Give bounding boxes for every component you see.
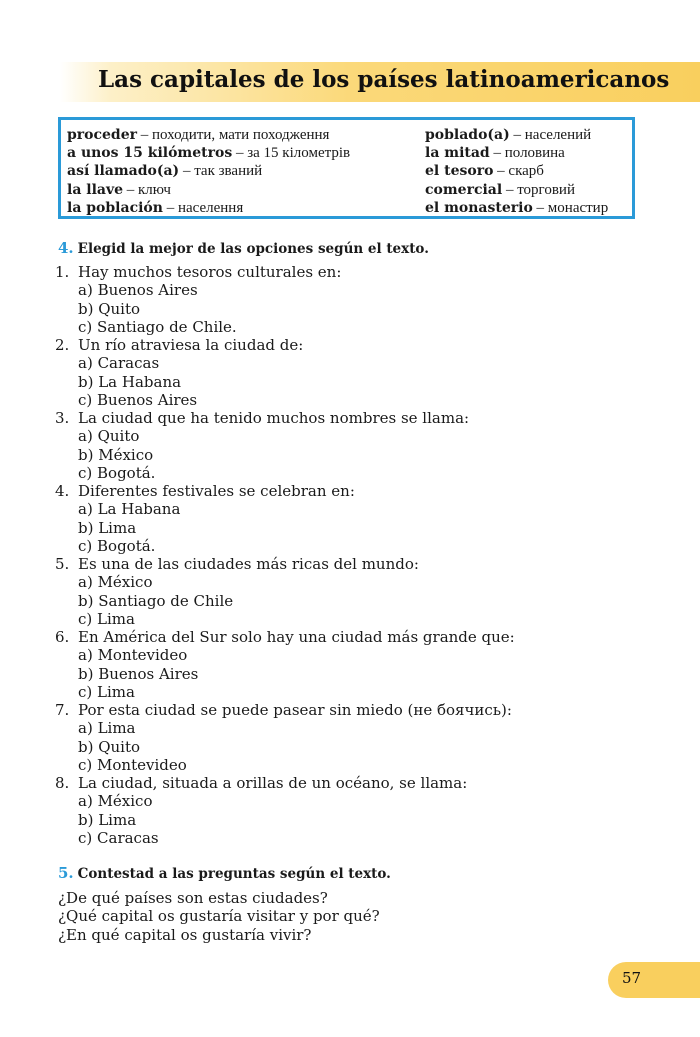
question-text: 4. Diferentes festivales se celebran en: bbox=[55, 482, 355, 500]
vocab-entry bbox=[67, 162, 350, 180]
question-item bbox=[55, 555, 615, 628]
question-text: 7. Por esta ciudad se puede pasear sin miedo (не боячись): bbox=[55, 701, 512, 719]
vocab-entry bbox=[67, 181, 350, 199]
answer-option: c) Santiago de Chile. bbox=[78, 317, 237, 336]
vocab-translation: – населення bbox=[162, 199, 244, 216]
vocab-translation: – так званий bbox=[179, 163, 263, 180]
question-item bbox=[55, 774, 615, 847]
question-item bbox=[55, 701, 615, 774]
vocab-entry bbox=[425, 126, 608, 144]
exercise-4-heading bbox=[58, 239, 429, 257]
answer-option: c) Caracas bbox=[78, 828, 159, 847]
answer-option: c) Lima bbox=[78, 609, 135, 628]
vocab-term: la llave bbox=[67, 181, 124, 198]
discussion-question: ¿De qué países son estas ciudades? bbox=[58, 889, 328, 907]
question-text: 5. Es una de las ciudades más ricas del mundo: bbox=[55, 555, 419, 573]
vocab-entry bbox=[425, 162, 608, 180]
vocab-translation: – монастир bbox=[532, 199, 609, 216]
answer-option: b) Lima bbox=[78, 810, 137, 829]
question-item bbox=[55, 336, 615, 409]
exercise-5-heading bbox=[58, 864, 391, 882]
answer-option: c) Lima bbox=[78, 682, 135, 701]
answer-option: a) México bbox=[78, 573, 153, 592]
vocab-entry bbox=[425, 199, 608, 217]
vocabulary-box bbox=[58, 117, 635, 219]
vocab-term: la mitad bbox=[425, 145, 490, 162]
answer-option: c) Bogotá. bbox=[78, 536, 156, 555]
question-item bbox=[55, 263, 615, 336]
vocab-term: el tesoro bbox=[425, 163, 494, 180]
answer-option: a) Quito bbox=[78, 427, 140, 446]
exercise-instruction: Elegid la mejor de las opciones según el texto. bbox=[77, 241, 429, 257]
vocab-term: comercial bbox=[425, 181, 503, 198]
vocab-term: poblado(a) bbox=[425, 127, 510, 143]
vocab-translation: – населений bbox=[509, 127, 592, 143]
answer-option: b) Lima bbox=[78, 518, 137, 537]
vocab-term: así llamado(a) bbox=[67, 163, 180, 180]
vocabulary-column-left bbox=[67, 126, 350, 217]
vocab-entry bbox=[67, 126, 350, 144]
question-text: 6. En América del Sur solo hay una ciudad más grande que: bbox=[55, 628, 515, 646]
question-item bbox=[55, 409, 615, 482]
answer-option: b) Quito bbox=[78, 737, 141, 756]
vocab-translation: – половина bbox=[489, 145, 565, 162]
vocab-translation: – ключ bbox=[123, 181, 171, 198]
answer-option: b) Buenos Aires bbox=[78, 664, 199, 683]
answer-option: a) Caracas bbox=[78, 354, 160, 373]
vocab-translation: – скарб bbox=[493, 163, 544, 180]
answer-option: c) Montevideo bbox=[78, 755, 187, 774]
exercise-number: 4. bbox=[58, 239, 74, 257]
answer-option: c) Bogotá. bbox=[78, 463, 156, 482]
vocab-translation: – походити, мати походження bbox=[137, 127, 330, 143]
vocab-entry bbox=[425, 144, 608, 162]
answer-option: a) Montevideo bbox=[78, 646, 188, 665]
vocabulary-column-right bbox=[425, 126, 608, 217]
vocab-term: a unos 15 kilómetros bbox=[67, 145, 233, 162]
vocab-translation: – за 15 кілометрів bbox=[232, 145, 351, 162]
discussion-question: ¿En qué capital os gustaría vivir? bbox=[58, 925, 312, 944]
question-text: 1. Hay muchos tesoros culturales en: bbox=[55, 263, 342, 281]
vocab-term: proceder bbox=[67, 127, 138, 143]
exercise-instruction: Contestad a las preguntas según el texto. bbox=[77, 866, 391, 882]
page-number: 57 bbox=[622, 969, 642, 987]
vocab-term: el monasterio bbox=[425, 199, 533, 216]
vocab-entry bbox=[67, 199, 350, 217]
vocab-translation: – торговий bbox=[502, 181, 575, 198]
exercise-5-questions bbox=[58, 889, 380, 944]
discussion-question: ¿Qué capital os gustaría visitar y por qué? bbox=[58, 907, 380, 926]
answer-option: b) México bbox=[78, 445, 154, 464]
answer-option: b) La Habana bbox=[78, 372, 182, 391]
question-text: 8. La ciudad, situada a orillas de un océano, se llama: bbox=[55, 774, 468, 792]
answer-option: a) Buenos Aires bbox=[78, 281, 198, 300]
question-item bbox=[55, 628, 615, 701]
answer-option: a) México bbox=[78, 792, 153, 811]
answer-option: b) Quito bbox=[78, 299, 141, 318]
question-list bbox=[55, 263, 615, 847]
question-text: 3. La ciudad que ha tenido muchos nombres se llama: bbox=[55, 409, 470, 427]
vocab-entry bbox=[425, 181, 608, 199]
question-text: 2. Un río atraviesa la ciudad de: bbox=[55, 336, 304, 354]
answer-option: b) Santiago de Chile bbox=[78, 591, 234, 610]
page-title: Las capitales de los países latinoamericanos bbox=[98, 66, 670, 93]
answer-option: a) Lima bbox=[78, 719, 136, 738]
vocab-term: la población bbox=[67, 199, 163, 216]
exercise-number: 5. bbox=[58, 864, 74, 882]
answer-option: c) Buenos Aires bbox=[78, 390, 198, 409]
vocab-entry bbox=[67, 144, 350, 162]
answer-option: a) La Habana bbox=[78, 500, 181, 519]
question-item bbox=[55, 482, 615, 555]
